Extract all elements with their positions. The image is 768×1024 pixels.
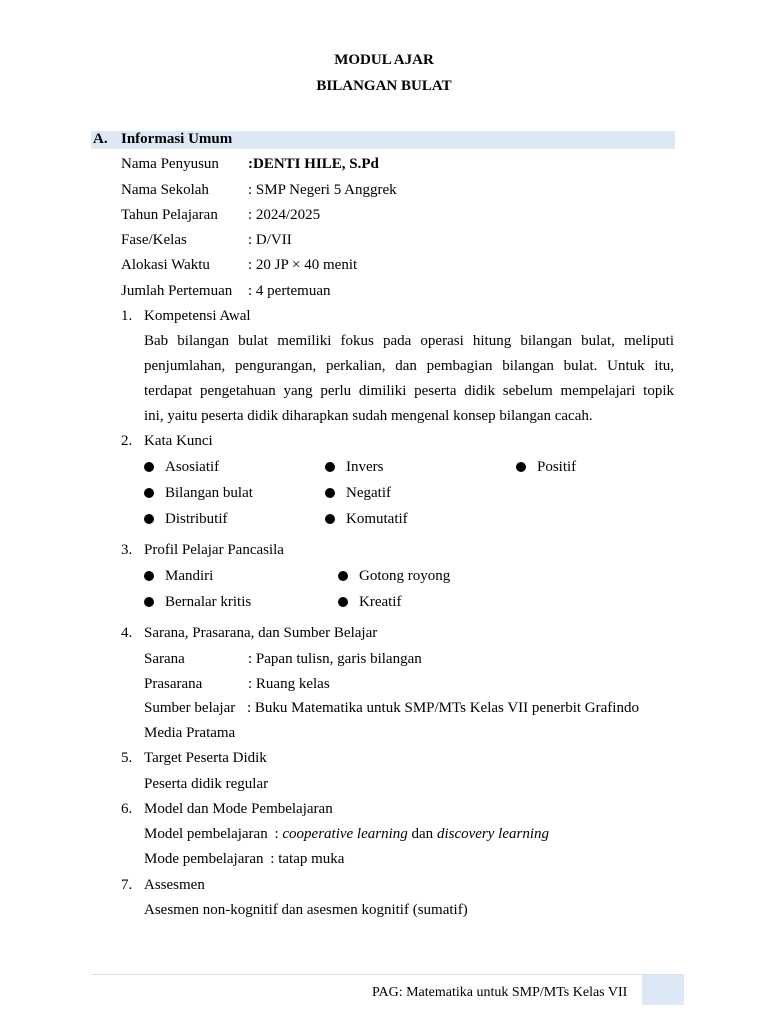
bullet-icon (338, 571, 348, 581)
list-number-5: 5. (121, 750, 133, 766)
model-value-2: discovery learning (436, 826, 549, 842)
list-number-7: 7. (121, 877, 133, 893)
sumber-belajar-continuation: Media Pratama (144, 725, 236, 741)
model-dan: dan (411, 826, 434, 842)
kompetensi-line-2: penjumlahan, pengurangan, perkalian, dan pembagian bilangan bulat. Untuk itu, (144, 358, 674, 374)
info-label-tahun: Tahun Pelajaran (121, 207, 218, 223)
bullet-icon (516, 462, 526, 472)
mode-value: : tatap muka (270, 851, 345, 867)
profil-item: Kreatif (338, 594, 401, 611)
sumber-belajar-value: : Buku Matematika untuk SMP/MTs Kelas VII penerbit Grafindo (247, 700, 639, 716)
prasarana-value: : Ruang kelas (248, 676, 330, 692)
model-colon: : (274, 826, 279, 842)
target-title: Target Peserta Didik (144, 750, 267, 766)
page-number-box (642, 975, 684, 1005)
bullet-icon (144, 488, 154, 498)
mode-label: Mode pembelajaran (144, 851, 264, 867)
bullet-icon (338, 597, 348, 607)
info-label-pertemuan: Jumlah Pertemuan (121, 283, 233, 299)
bullet-icon (325, 488, 335, 498)
keyword-item: Bilangan bulat (144, 485, 253, 502)
document-subtitle: BILANGAN BULAT (316, 78, 452, 94)
asesmen-title: Assesmen (144, 877, 205, 893)
profil-item: Gotong royong (338, 568, 450, 585)
bullet-icon (144, 514, 154, 524)
target-text: Peserta didik regular (144, 776, 269, 792)
sarana-label: Sarana (144, 651, 185, 667)
bullet-icon (325, 514, 335, 524)
model-value-1: cooperative learning (282, 826, 408, 842)
info-value-fase: : D/VII (248, 232, 292, 248)
bullet-icon (325, 462, 335, 472)
footer-divider (91, 974, 685, 975)
keyword-item: Distributif (144, 511, 228, 528)
model-label: Model pembelajaran (144, 826, 268, 842)
info-label-fase: Fase/Kelas (121, 232, 187, 248)
list-number-4: 4. (121, 625, 133, 641)
kompetensi-line-4: ini, yaitu peserta didik diharapkan sudah mengenal konsep bilangan cacah. (144, 408, 593, 424)
profil-item: Mandiri (144, 568, 213, 585)
keyword-item: Komutatif (325, 511, 408, 528)
sumber-belajar-label: Sumber belajar (144, 700, 236, 716)
bullet-icon (144, 462, 154, 472)
keyword-item: Positif (516, 459, 576, 476)
info-label-penyusun: Nama Penyusun (121, 156, 219, 172)
sarana-title: Sarana, Prasarana, dan Sumber Belajar (144, 625, 378, 641)
info-value-sekolah: : SMP Negeri 5 Anggrek (248, 182, 397, 198)
mode-line (144, 851, 344, 868)
kompetensi-line-1: Bab bilangan bulat memiliki fokus pada operasi hitung bilangan bulat, meliputi (144, 333, 674, 349)
bullet-icon (144, 597, 154, 607)
document-title: MODUL AJAR (334, 52, 434, 68)
sarana-value: : Papan tulisn, garis bilangan (248, 651, 422, 667)
keyword-item: Asosiatif (144, 459, 219, 476)
profil-item: Bernalar kritis (144, 594, 251, 611)
section-a-title: Informasi Umum (121, 131, 233, 147)
info-value-tahun: : 2024/2025 (248, 207, 321, 223)
footer-text: PAG: Matematika untuk SMP/MTs Kelas VII (372, 985, 628, 1000)
keyword-item: Negatif (325, 485, 391, 502)
info-label-sekolah: Nama Sekolah (121, 182, 209, 198)
list-number-6: 6. (121, 801, 133, 817)
info-value-alokasi: : 20 JP × 40 menit (248, 257, 358, 273)
info-label-alokasi: Alokasi Waktu (121, 257, 210, 273)
kompetensi-title: Kompetensi Awal (144, 308, 251, 324)
model-line (144, 826, 549, 843)
section-a-letter: A. (93, 131, 108, 147)
kompetensi-line-3: terdapat pengetahuan yang perlu dimiliki peserta didik sebelum mempelajari topik (144, 383, 674, 399)
keyword-item: Invers (325, 459, 384, 476)
info-value-penyusun: :DENTI HILE, S.Pd (248, 156, 379, 172)
model-title: Model dan Mode Pembelajaran (144, 801, 333, 817)
prasarana-label: Prasarana (144, 676, 203, 692)
list-number-2: 2. (121, 433, 133, 449)
list-number-3: 3. (121, 542, 133, 558)
bullet-icon (144, 571, 154, 581)
asesmen-text: Asesmen non-kognitif dan asesmen kognitif (sumatif) (144, 902, 468, 918)
list-number-1: 1. (121, 308, 133, 324)
info-value-pertemuan: : 4 pertemuan (248, 283, 331, 299)
profil-title: Profil Pelajar Pancasila (144, 542, 284, 558)
kata-kunci-title: Kata Kunci (144, 433, 213, 449)
